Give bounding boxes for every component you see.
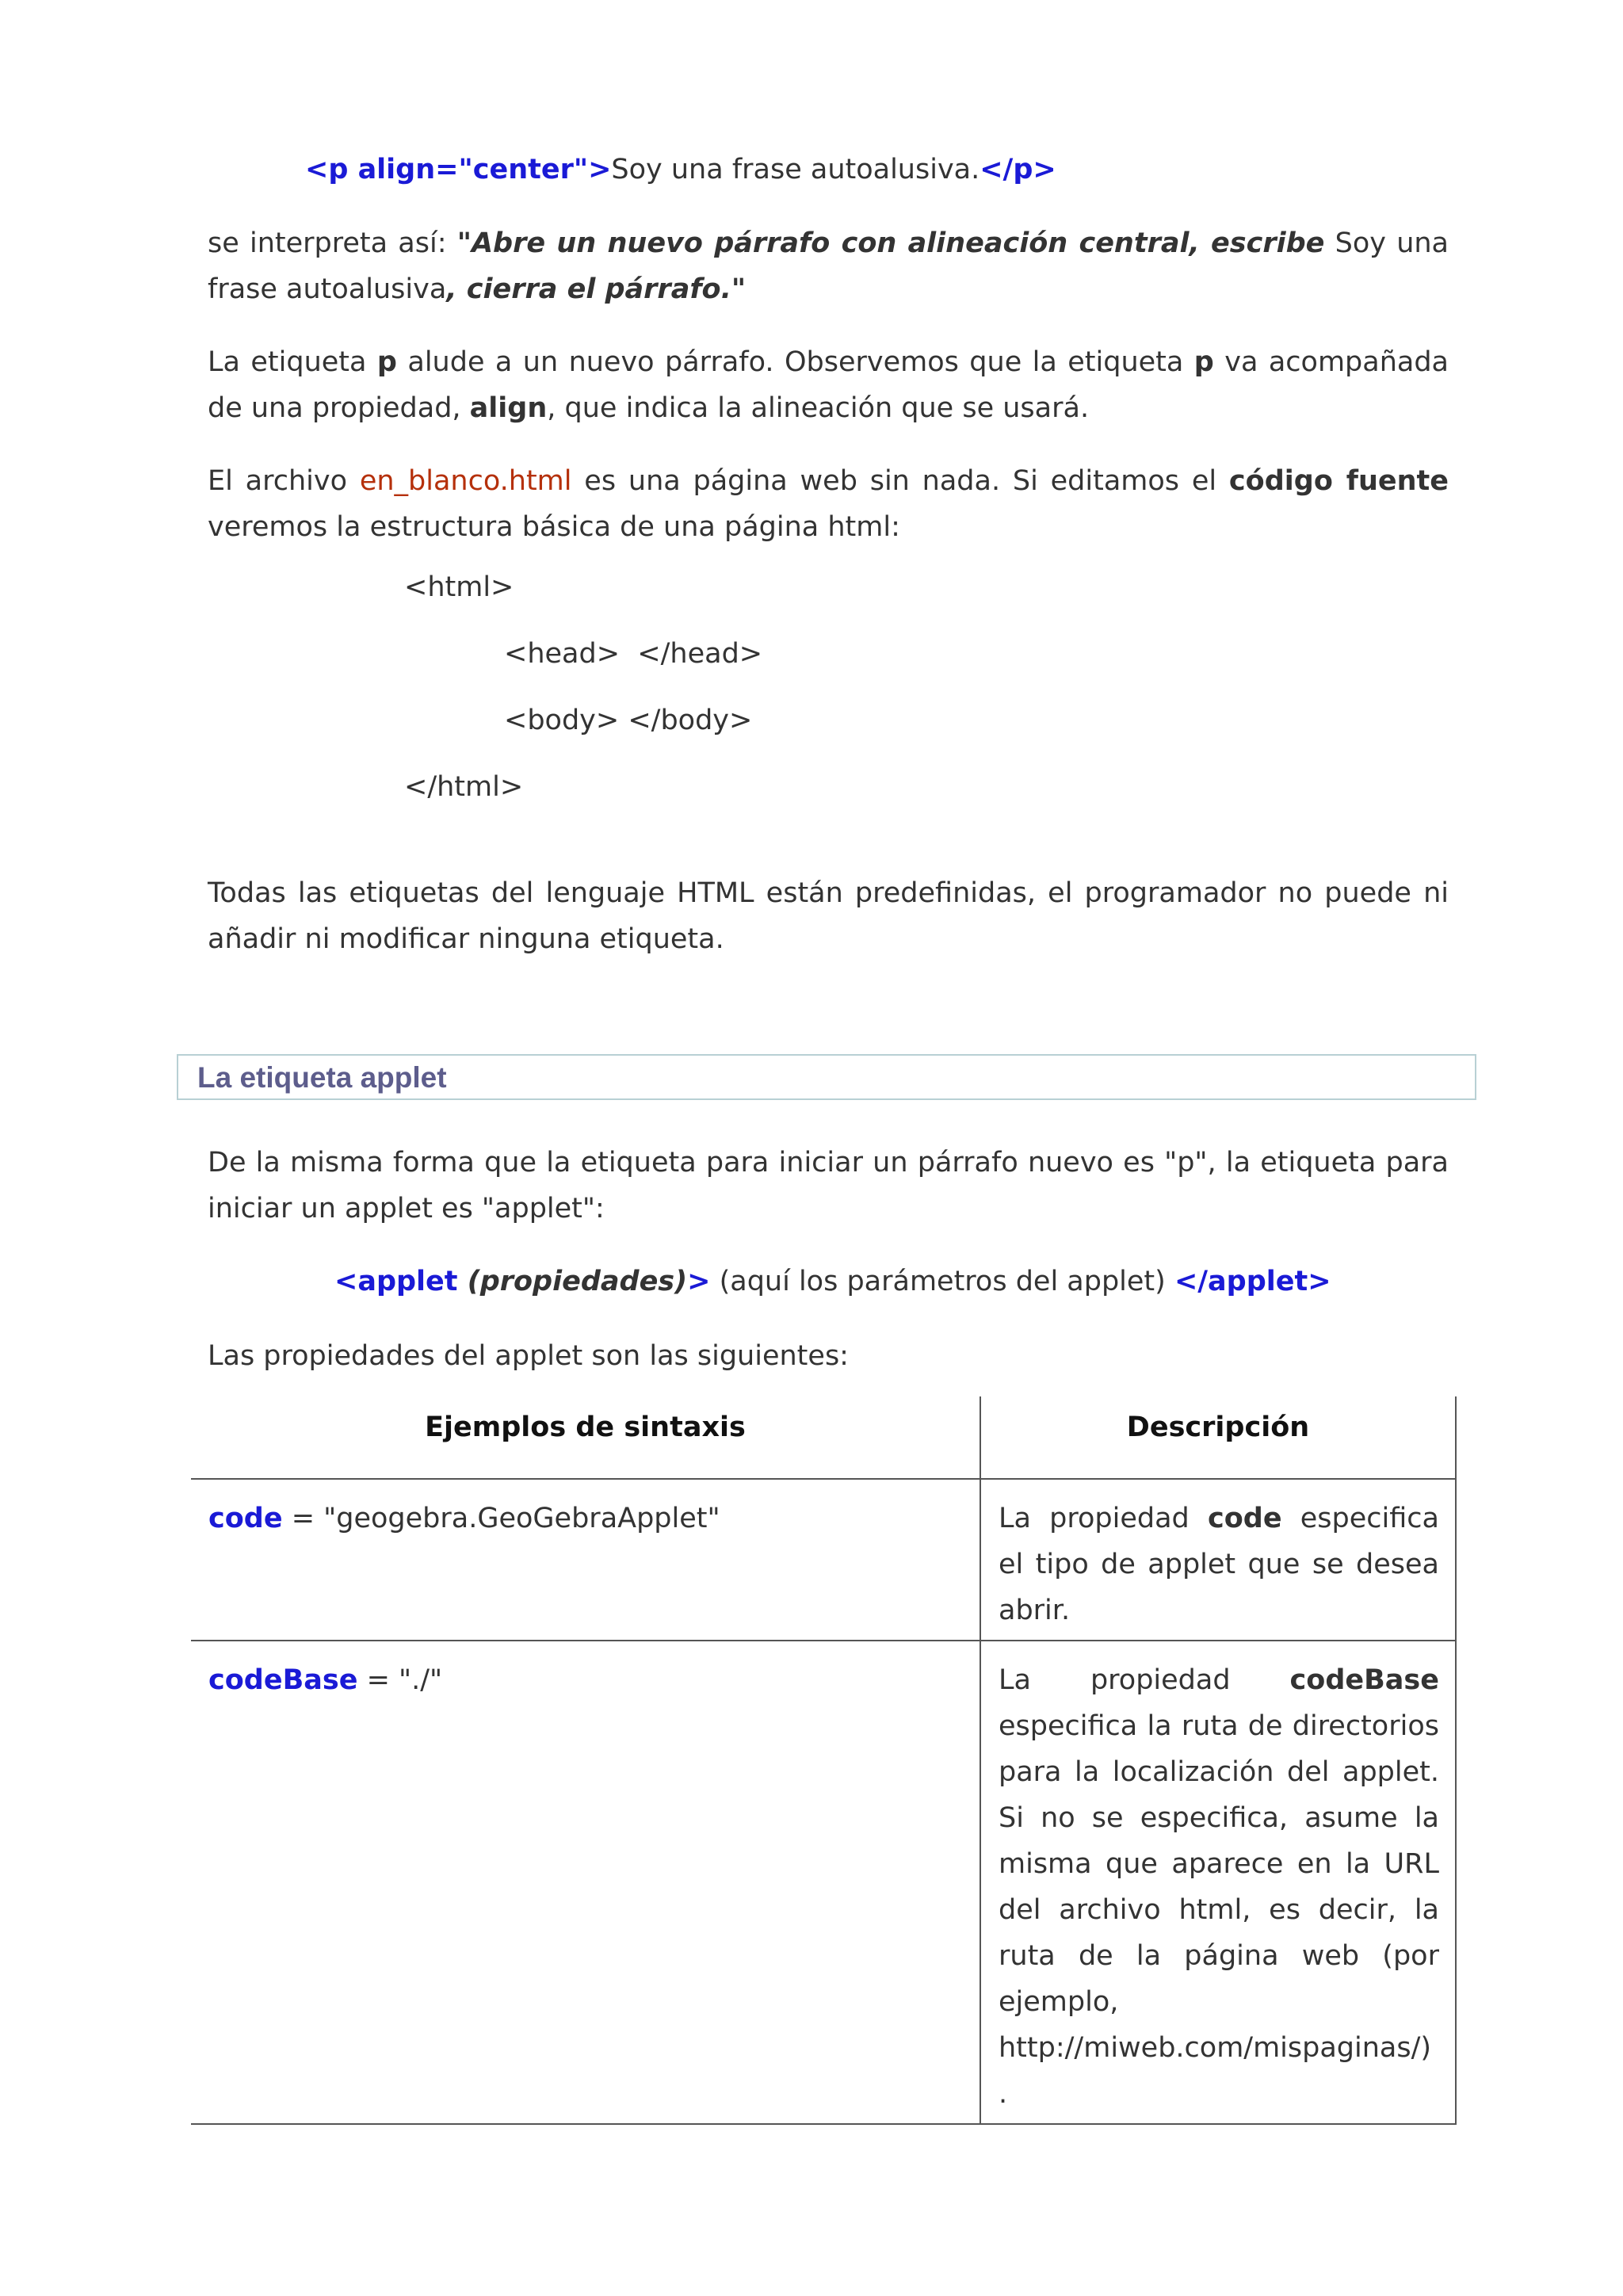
applet-props: (propiedades) xyxy=(467,1266,688,1297)
section-heading-box xyxy=(177,1054,1476,1100)
description-cell xyxy=(980,1479,1456,1641)
syntax-cell xyxy=(191,1641,980,2124)
header-syntax-examples: Ejemplos de sintaxis xyxy=(191,1396,980,1479)
desc-post: especifica la ruta de directorios para la localización del applet. Si no se especifica, asume la misma que aparece en la URL del archivo html, es decir, la ruta de la página web (por ejemplo, http://miweb.com/mispaginas/). xyxy=(999,1710,1439,2110)
para1-emphasis-1: "Abre un nuevo párrafo con alineación central, escribe xyxy=(456,227,1325,259)
para3-t1: El archivo xyxy=(208,465,360,497)
applet-properties-table xyxy=(191,1396,1457,2125)
desc-pre: La propiedad xyxy=(999,1503,1208,1534)
para2-t2: alude a un nuevo párrafo. Observemos que la etiqueta xyxy=(396,346,1194,378)
paragraph-properties-intro: Las propiedades del applet son las siguientes: xyxy=(208,1340,849,1372)
applet-syntax-line xyxy=(334,1259,1444,1305)
description-cell xyxy=(980,1641,1456,2124)
close-tag: </p> xyxy=(980,154,1056,185)
para1-prefix: se interpreta así: xyxy=(208,227,457,259)
applet-gt: > xyxy=(687,1266,711,1297)
property-value: = "geogebra.GeoGebraApplet" xyxy=(282,1503,720,1534)
applet-open-tag: <applet xyxy=(334,1266,468,1297)
para2-bold-p: p xyxy=(376,346,397,378)
para2-t4: , que indica la alineación que se usará. xyxy=(547,392,1090,424)
section-heading: La etiqueta applet xyxy=(197,1061,447,1094)
table-header-row xyxy=(191,1396,1456,1479)
open-tag: <p align="center"> xyxy=(305,154,612,185)
para1-mid: Soy una frase autoalusiva xyxy=(208,227,1449,305)
paragraph-predefined-tags: Todas las etiquetas del lenguaje HTML están predefinidas, el programador no puede ni añadir ni modificar ninguna etiqueta. xyxy=(208,877,1449,955)
paragraph-p-tag xyxy=(208,339,1449,431)
code-text: Soy una frase autoalusiva. xyxy=(611,154,980,185)
desc-pre: La propiedad xyxy=(999,1664,1290,1696)
para2-bold-align: align xyxy=(469,392,548,424)
code-example-p-align xyxy=(305,147,1335,193)
syntax-cell xyxy=(191,1479,980,1641)
table-row xyxy=(191,1641,1456,2124)
applet-middle: (aquí los parámetros del applet) xyxy=(710,1266,1174,1297)
skeleton-head: <head> </head> xyxy=(504,638,763,670)
para2-t1: La etiqueta xyxy=(208,346,377,378)
skeleton-body: <body> </body> xyxy=(504,705,753,736)
property-name: codeBase xyxy=(208,1664,358,1696)
desc-bold: codeBase xyxy=(1289,1664,1439,1696)
paragraph-en-blanco xyxy=(208,458,1449,550)
paragraph-interpretation xyxy=(208,220,1449,312)
desc-post: especifica el tipo de applet que se desea abrir. xyxy=(999,1503,1439,1626)
para3-bold-codigo-fuente: código fuente xyxy=(1228,465,1449,497)
para3-t3: veremos la estructura básica de una página html: xyxy=(208,511,900,543)
para3-t2: es una página web sin nada. Si editamos el xyxy=(571,465,1229,497)
header-description: Descripción xyxy=(980,1396,1456,1479)
paragraph-applet-intro: De la misma forma que la etiqueta para iniciar un párrafo nuevo es "p", la etiqueta para iniciar un applet es "applet": xyxy=(208,1147,1449,1224)
skeleton-html-open: <html> xyxy=(404,571,514,603)
desc-bold: code xyxy=(1207,1503,1282,1534)
skeleton-html-close: </html> xyxy=(404,771,524,803)
table-row xyxy=(191,1479,1456,1641)
para2-t3: va acompañada de una propiedad, xyxy=(208,346,1449,424)
property-name: code xyxy=(208,1503,283,1534)
para1-emphasis-2: , cierra el párrafo." xyxy=(446,273,747,305)
applet-close-tag: </applet> xyxy=(1174,1266,1331,1297)
en-blanco-link[interactable]: en_blanco.html xyxy=(359,465,572,497)
para2-bold-p-2: p xyxy=(1193,346,1214,378)
property-value: = "./" xyxy=(357,1664,443,1696)
